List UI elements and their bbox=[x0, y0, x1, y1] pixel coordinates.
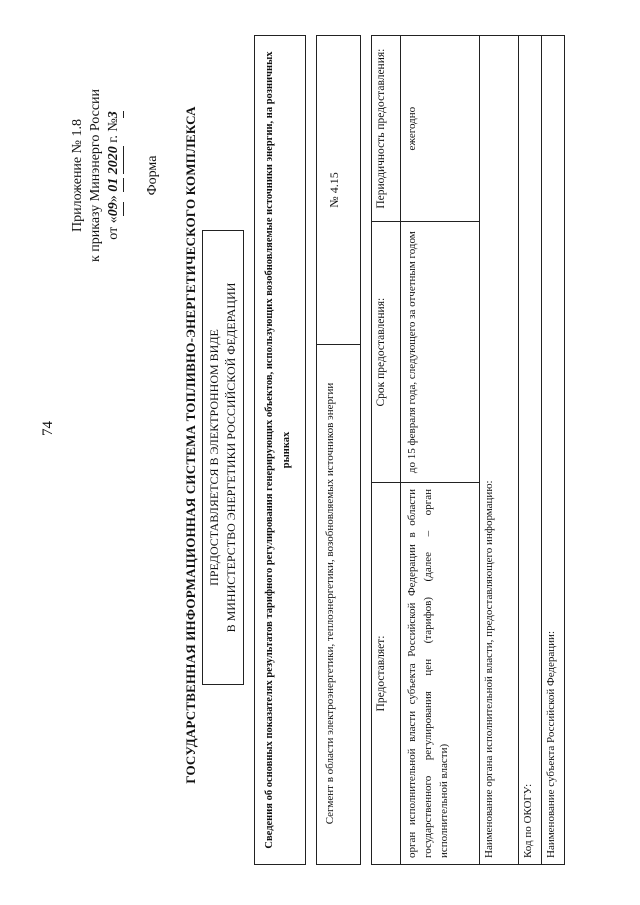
handwritten-day: 09 bbox=[105, 202, 124, 216]
submission-line-1: ПРЕДОСТАВЛЯЕТСЯ В ЭЛЕКТРОННОМ ВИДЕ bbox=[207, 329, 221, 586]
main-title: ГОСУДАРСТВЕННАЯ ИНФОРМАЦИОННАЯ СИСТЕМА ТОПЛИВНО-ЭНЕРГЕТИЧЕСКОГО КОМПЛЕКСА bbox=[183, 106, 198, 784]
row-authority-name: Наименование органа исполнительной власти, предоставляющего информацию: bbox=[480, 36, 519, 865]
order-date-line: от «09» 01 2020 г. №3 bbox=[105, 88, 124, 263]
provider-cell: орган исполнительной власти субъекта Российской Федерации в области государственного регулирования цен (тарифов) (далее – орган исполнительной власти) bbox=[401, 483, 480, 865]
segment-box bbox=[316, 35, 361, 865]
row-okogu-code: Код по ОКОГУ: bbox=[519, 36, 542, 865]
row-subject-name: Наименование субъекта Российской Федерации: bbox=[542, 36, 565, 865]
handwritten-month: 01 bbox=[105, 178, 124, 192]
appendix-header bbox=[69, 88, 124, 263]
submission-box bbox=[202, 230, 244, 685]
segment-code: № 4.15 bbox=[327, 172, 341, 208]
frequency-cell: ежегодно bbox=[401, 36, 480, 222]
appendix-number: Приложение № 1.8 bbox=[70, 119, 85, 232]
form-label: Форма bbox=[145, 155, 160, 196]
segment-label: Сегмент в области электроэнергетики, теплоэнергетики, возобновляемых источников энергии bbox=[317, 344, 360, 864]
table-row bbox=[519, 36, 542, 865]
submission-line-2: В МИНИСТЕРСТВО ЭНЕРГЕТИКИ РОССИЙСКОЙ ФЕДЕРАЦИИ bbox=[224, 282, 238, 633]
table-row bbox=[542, 36, 565, 865]
info-title-box bbox=[254, 35, 306, 865]
table-body-row bbox=[401, 36, 480, 865]
page-number: 74 bbox=[40, 421, 56, 436]
submission-table bbox=[371, 35, 565, 865]
deadline-cell: до 15 февраля года, следующего за отчетным годом bbox=[401, 222, 480, 483]
order-line: к приказу Минэнерго России bbox=[88, 88, 103, 263]
table-header-row bbox=[372, 36, 401, 865]
header-frequency: Периодичность предоставления: bbox=[372, 36, 401, 222]
header-provider: Предоставляет: bbox=[372, 483, 401, 865]
info-title: Сведения об основных показателях результатов тарифного регулирования генерирующих объектов, использующих возобновляемые источники энергии, на розничных рынках bbox=[264, 51, 292, 849]
header-deadline: Срок предоставления: bbox=[372, 222, 401, 483]
table-row bbox=[480, 36, 519, 865]
handwritten-order-number: 3 bbox=[105, 111, 124, 118]
handwritten-year: 2020 bbox=[105, 146, 124, 174]
